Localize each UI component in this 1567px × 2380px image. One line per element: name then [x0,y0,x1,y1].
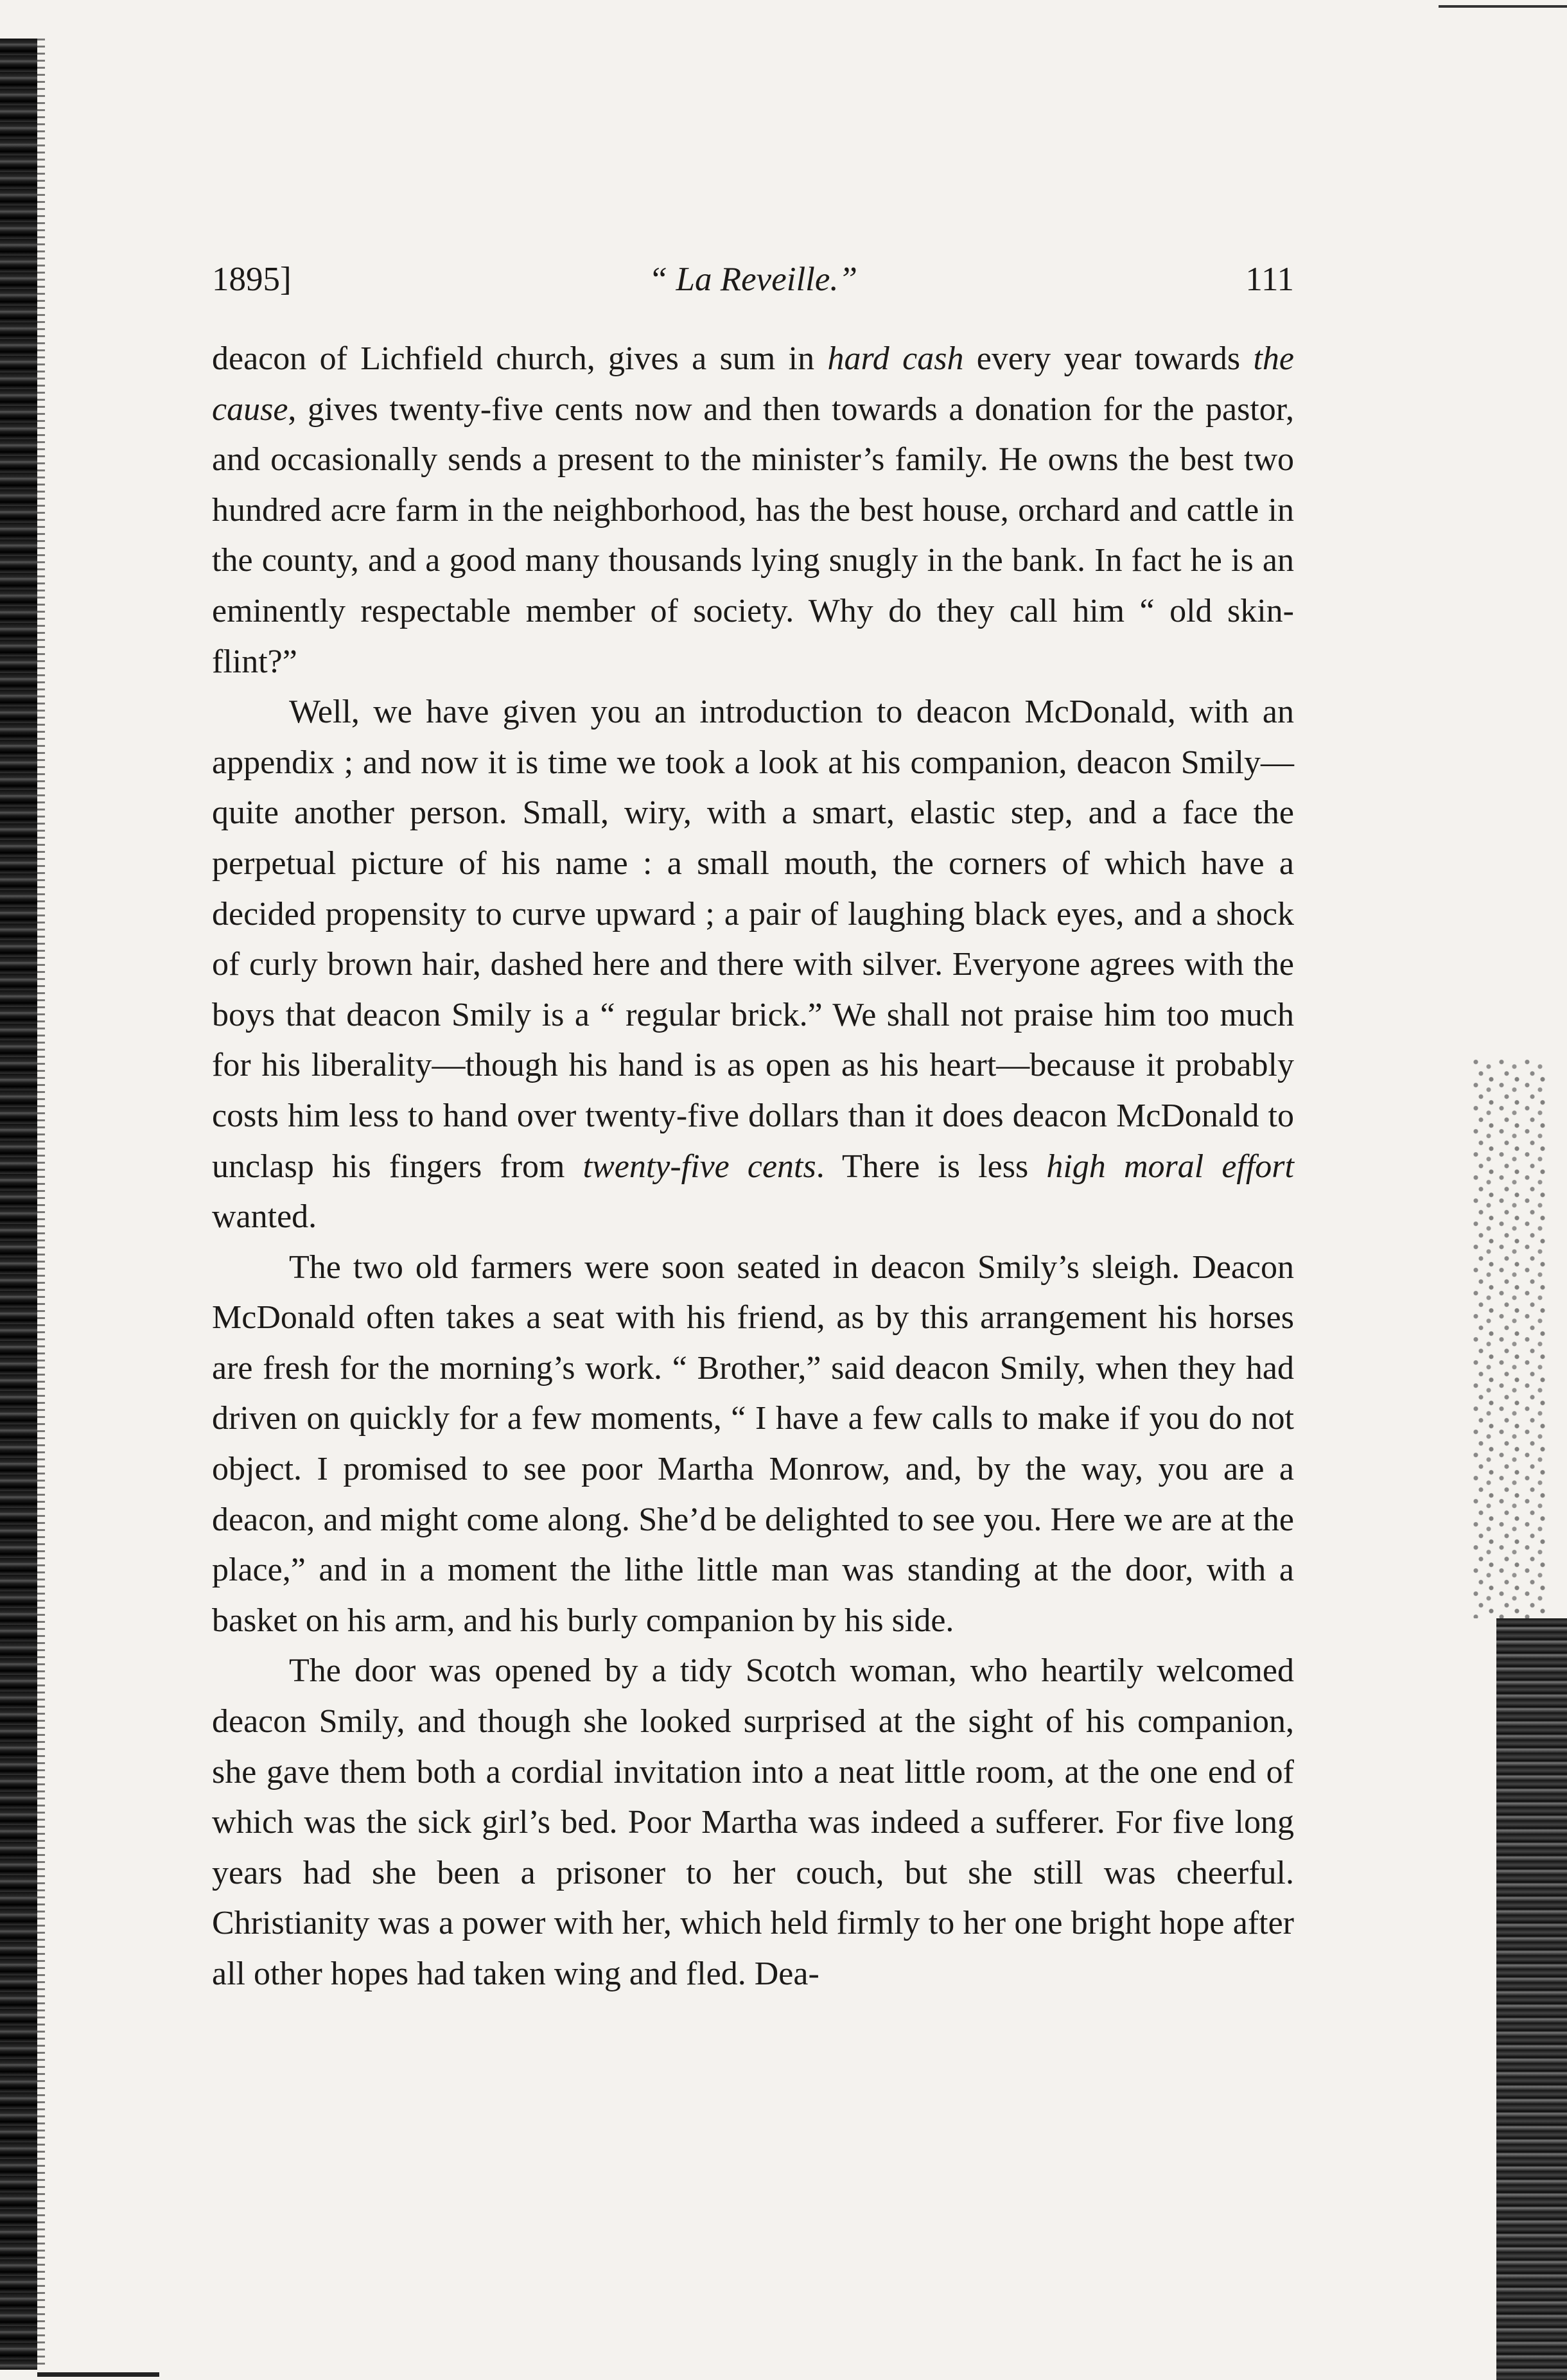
paragraph-1 [212,334,1294,687]
text-run: every year towards [963,340,1254,377]
text-run: Well, we have given you an introduction to deacon McDonald, with an appendix ; and now it is time we took a look at his companion, deacon Smily—quite another person. Small, wiry, with a smart, elastic step, and a face the perpetual picture of his name : a small mouth, the corners of which have a decided propensity to curve upward ; a pair of laughing black eyes, and a shock of curly brown hair, dashed here and there with silver. Everyone agrees with the boys that deacon Smily is a “ regular brick.” We shall not praise him too much for his liberality—though his hand is as open as his heart—because it probably costs him less to hand over twenty-five dollars than it does deacon McDonald to unclasp his fingers from [212,694,1294,1185]
italic-text: hard cash [827,340,964,377]
text-run: The two old farmers were soon seated in deacon Smily’s sleigh. Deacon McDonald often takes a seat with his friend, as by this arrangement his horses are fresh for the morning’s work. “ Brother,” said deacon Smily, when they had driven on quickly for a few moments, “ I have a few calls to make if you do not object. I promised to see poor Martha Monrow, and, by the way, you are a deacon, and might come along. She’d be delighted to see you. Here we are at the place,” and in a moment the lithe little man was standing at the door, with a basket on his arm, and his burly companion by his side. [212,1248,1294,1639]
text-run: . There is less [816,1148,1047,1185]
page-edge-shadow [1496,1618,1567,2380]
paragraph-3 [212,1243,1294,1647]
top-edge-rule [1439,5,1567,8]
text-run: wanted. [212,1198,317,1236]
text-run: The door was opened by a tidy Scotch woman, who heartily welcomed deacon Smily, and though she looked surprised at the sight of his companion, she gave them both a cordial invitation into a neat little room, at the one end of which was the sick girl’s bed. Poor Martha was indeed a sufferer. For five long years had she been a prisoner to her couch, but she still was cheerful. Christianity was a power with her, which held firmly to her one bright hope after all other hopes had taken wing and fled. Dea- [212,1652,1294,1992]
text-run: , gives twenty-five cents now and then towards a donation for the pastor, and occasionally sends a present to the minister’s family. He owns the best two hundred acre farm in the neighborhood, has the best house, orchard and cattle in the county, and a good many thousands lying snugly in the bank. In fact he is an eminently respectable member of society. Why do they call him “ old skin-flint?” [212,390,1294,680]
paragraph-4 [212,1646,1294,1999]
book-spine-shadow [0,39,37,2370]
body-text [212,334,1294,2000]
running-header [212,260,1294,318]
italic-text: the cause [212,340,1295,428]
page-edge-speckle [1471,1060,1548,1618]
page-number: 111 [1245,261,1294,298]
paragraph-2 [212,687,1294,1243]
text-run: deacon of Lichfield church, gives a sum in [212,340,828,377]
italic-text: twenty-five cents [582,1148,816,1185]
bottom-edge-rule [37,2372,159,2377]
header-year: 1895] [212,261,292,298]
running-title: “ La Reveille.” [648,261,858,298]
italic-text: high moral effort [1046,1148,1294,1185]
